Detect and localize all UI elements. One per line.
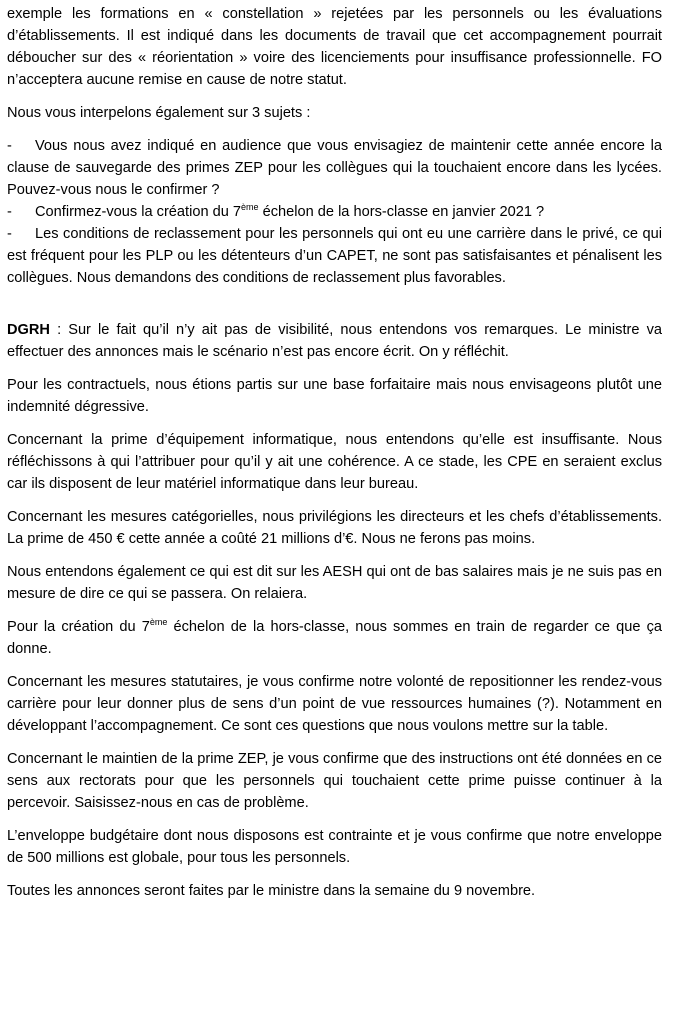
paragraph-text: : Sur le fait qu’il n’y ait pas de visibilité, nous entendons vos remarques. Le ministre va effectuer des annonces mais le scénario n’est pas encore écrit. On y réfléchit. [7, 322, 662, 360]
bullet-text-pre: Confirmez-vous la création du 7 [35, 204, 242, 220]
paragraph-contractuels: Pour les contractuels, nous étions partis sur une base forfaitaire mais nous envisageons plutôt une indemnité dégressive. [7, 377, 662, 415]
paragraph-prime-zep: Concernant le maintien de la prime ZEP, je vous confirme que des instructions ont été données en ce sens aux rectorats pour que les personnels qui touchaient cette prime puisse continuer à la percevoir. Saisissez-nous en cas de problème. [7, 751, 662, 811]
spacer [7, 289, 662, 319]
paragraph-dgrh-intro [7, 319, 662, 363]
paragraph-enveloppe: L’enveloppe budgétaire dont nous disposons est contrainte et je vous confirme que notre enveloppe de 500 millions est globale, pour tous les personnels. [7, 828, 662, 866]
bullet-dash: - [7, 138, 12, 154]
bullet-item-zep [7, 135, 662, 201]
bullet-dash: - [7, 226, 12, 242]
bullet-list [7, 135, 662, 289]
speaker-label: DGRH [7, 322, 50, 338]
paragraph-statut: exemple les formations en « constellation » rejetées par les personnels ou les évaluations d’établissements. Il est indiqué dans les documents de travail que cet accompagnement pourrait déboucher sur des « réorientation » voire des licenciements pour insuffisance professionnelle. FO n’acceptera aucune remise en cause de notre statut. [7, 6, 662, 88]
paragraph-text-post: échelon de la hors-classe, nous sommes en train de regarder ce que ça donne. [7, 619, 663, 657]
superscript: ème [241, 202, 259, 212]
paragraph-echelon [7, 616, 662, 660]
superscript: ème [149, 617, 168, 627]
paragraph-mesures-statutaires: Concernant les mesures statutaires, je vous confirme notre volonté de repositionner les rendez-vous carrière pour leur donner plus de sens d’un point de vue ressources humaines (?). Notamment en développant l’accompagnement. Ce sont ces questions que nous voulons mettre sur la table. [7, 674, 662, 734]
bullet-dash: - [7, 204, 12, 220]
paragraph-aesh: Nous entendons également ce qui est dit sur les AESH qui ont de bas salaires mais je ne suis pas en mesure de dire ce qui se passera. On relaiera. [7, 564, 662, 602]
bullet-item-reclassement [7, 223, 662, 289]
paragraph-interpellation: Nous vous interpelons également sur 3 sujets : [7, 105, 311, 121]
paragraph-prime-informatique: Concernant la prime d’équipement informatique, nous entendons qu’elle est insuffisante. Nous réfléchissons à qui l’attribuer pour qu’il y ait une cohérence. A ce stade, les CPE en seraient exclus car ils disposent de leur matériel informatique dans leur bureau. [7, 432, 662, 492]
bullet-text: Les conditions de reclassement pour les personnels qui ont eu une carrière dans le privé, ce qui est fréquent pour les PLP ou les détenteurs d’un CAPET, ne sont pas satisfaisantes et pénalisent les collègues. Nous demandons des conditions de reclassement plus favorables. [7, 226, 662, 286]
paragraph-annonces: Toutes les annonces seront faites par le ministre dans la semaine du 9 novembre. [7, 883, 536, 899]
bullet-text-post: échelon de la hors-classe en janvier 2021 ? [258, 204, 545, 220]
bullet-text: Vous nous avez indiqué en audience que vous envisagiez de maintenir cette année encore la clause de sauvegarde des primes ZEP pour les collègues qui la touchaient encore dans les lycées. Pouvez-vous nous le confirmer ? [7, 138, 662, 198]
paragraph-text-pre: Pour la création du 7 [7, 619, 150, 635]
bullet-item-echelon [7, 201, 662, 223]
paragraph-mesures-categorielles: Concernant les mesures catégorielles, nous privilégions les directeurs et les chefs d’établissements. La prime de 450 € cette année a coûté 21 millions d’€. Nous ne ferons pas moins. [7, 509, 662, 547]
